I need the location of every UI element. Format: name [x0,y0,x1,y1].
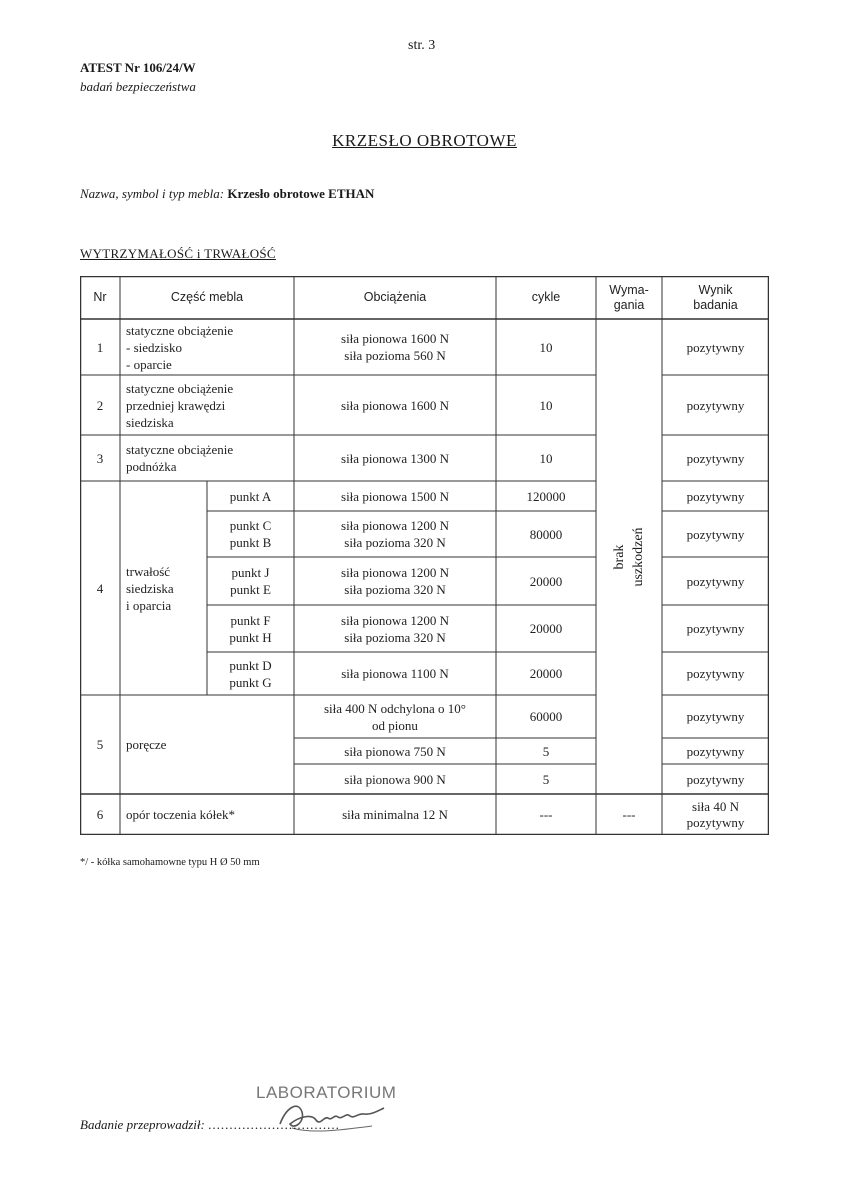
row-4e-point: punkt D punkt G [229,657,272,690]
row-3-cycles: 10 [539,450,553,466]
row-6-cycles: --- [539,807,553,822]
row-4-nr: 4 [96,580,104,596]
row-5c-cycles: 5 [542,771,550,787]
header-result: Wynik badania [693,282,738,312]
row-5-part: poręcze [126,737,167,752]
footnote: */ - kółka samohamowne typu H Ø 50 mm [80,857,260,868]
row-5-nr: 5 [96,737,104,752]
row-5b-cycles: 5 [542,743,550,759]
laboratory-stamp: LABORATORIUM [256,1083,397,1102]
row-1-part: statyczne obciążenie - siedzisko - oparcie [126,322,234,372]
row-1-nr: 1 [96,339,104,355]
row-6-load: siła minimalna 12 N [342,807,448,822]
row-3-load: siła pionowa 1300 N [341,450,449,466]
header-load: Obciążenia [363,290,427,304]
product-label: Nazwa, symbol i typ mebla: [80,186,225,201]
row-4a-result: pozytywny [686,488,745,504]
row-4a-cycles: 120000 [526,488,566,504]
row-4c-cycles: 20000 [529,573,563,589]
row-6-result: siła 40 N pozytywny [686,798,745,830]
row-5a-result: pozytywny [686,709,745,724]
header-cycles: cykle [531,290,561,304]
row-2-part: statyczne obciążenie przedniej krawędzi siedziska [126,380,234,430]
row-5b-load: siła pionowa 750 N [344,743,446,759]
row-6-requirements: --- [622,807,636,822]
signature-dots: ............................... [208,1117,340,1132]
row-6-part: opór toczenia kółek* [126,807,236,822]
row-2-result: pozytywny [686,397,745,413]
row-4c-point: punkt J punkt E [230,565,271,597]
row-1-cycles: 10 [539,339,553,355]
row-2-load: siła pionowa 1600 N [341,397,449,413]
row-4e-result: pozytywny [686,666,745,681]
row-4b-load: siła pionowa 1200 N siła pozioma 320 N [341,518,449,550]
results-table [80,276,769,835]
row-5a-load: siła 400 N odchylona o 10° od pionu [323,700,467,733]
row-4c-load: siła pionowa 1200 N siła pozioma 320 N [341,565,449,597]
row-4e-cycles: 20000 [529,666,563,681]
requirements-merged-cell: brak uszkodzeń [612,526,646,587]
document-title [0,131,849,151]
row-4b-point: punkt C punkt B [229,518,272,550]
row-3-part: statyczne obciążenie podnóżka [126,442,234,474]
document-title-text: KRZESŁO OBROTOWE [332,131,517,150]
header-nr: Nr [93,290,107,304]
row-4d-cycles: 20000 [529,621,563,636]
row-4d-point: punkt F punkt H [229,612,272,645]
row-6-nr: 6 [96,807,104,822]
row-4-part: trwałość siedziska i oparcia [126,563,174,613]
header-part: Część mebla [170,290,244,304]
row-2-cycles: 10 [539,397,553,413]
row-4d-load: siła pionowa 1200 N siła pozioma 320 N [341,612,449,645]
row-5b-result: pozytywny [686,743,745,759]
row-2-nr: 2 [96,397,104,413]
row-4b-cycles: 80000 [529,526,563,542]
signature-label: Badanie przeprowadził: [80,1117,205,1132]
row-3-nr: 3 [96,450,104,466]
atest-subtitle: badań bezpieczeństwa [80,79,196,94]
row-4a-load: siła pionowa 1500 N [341,488,449,504]
row-5c-load: siła pionowa 900 N [344,771,446,787]
row-1-result: pozytywny [686,339,745,355]
header-requirements: Wyma- gania [609,282,649,312]
row-4d-result: pozytywny [686,621,745,636]
row-3-result: pozytywny [686,450,745,466]
row-4c-result: pozytywny [686,573,745,589]
row-4a-point: punkt A [229,488,272,504]
row-4e-load: siła pionowa 1100 N [341,666,449,681]
row-4b-result: pozytywny [686,526,745,542]
row-1-load: siła pionowa 1600 N siła pozioma 560 N [341,331,449,363]
row-5c-result: pozytywny [686,771,745,787]
section-title: WYTRZYMAŁOŚĆ i TRWAŁOŚĆ [80,246,276,261]
page-number: str. 3 [408,38,436,53]
signature-line [80,1117,340,1133]
product-value: Krzesło obrotowe ETHAN [227,186,375,201]
row-5a-cycles: 60000 [529,709,563,724]
product-name-line [80,186,374,202]
atest-number: ATEST Nr 106/24/W [80,60,196,75]
